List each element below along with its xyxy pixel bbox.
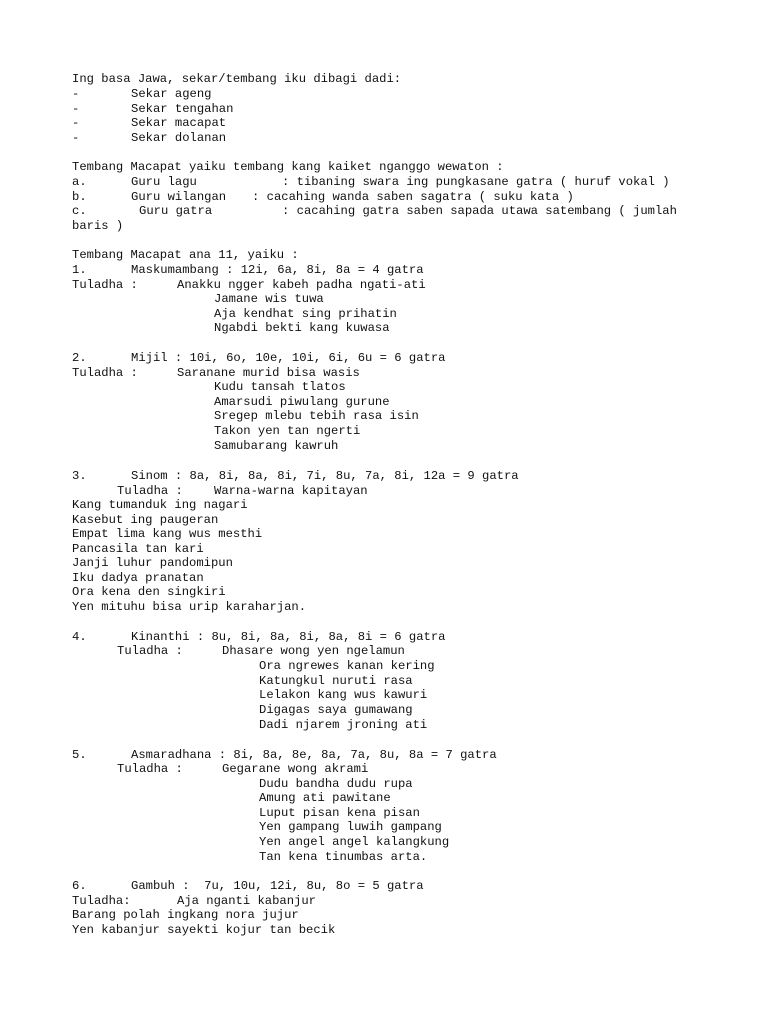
tuladha-label: Tuladha : [117,644,183,658]
tembang-number: 4. [72,630,87,644]
poem-line: Luput pisan kena pisan [259,806,420,820]
poem-line: Pancasila tan kari [72,542,204,556]
poem-line: Yen angel angel kalangkung [259,835,450,849]
tuladha-label: Tuladha : [72,366,138,380]
poem-line: Iku dadya pranatan [72,571,204,585]
wewaton-term: Guru gatra [139,204,213,218]
tembang-rule: Gambuh : 7u, 10u, 12i, 8u, 8o = 5 gatra [131,879,424,893]
poem-line: Aja kendhat sing prihatin [214,307,397,321]
item-marker: a. [72,175,87,189]
poem-line: Ngabdi bekti kang kuwasa [214,321,390,335]
tuladha-label: Tuladha: [72,894,131,908]
poem-line: Yen gampang luwih gampang [259,820,442,834]
bullet-marker: - [72,87,80,101]
poem-line: Empat lima kang wus mesthi [72,527,263,541]
poem-line: Takon yen tan ngerti [214,424,361,438]
poem-line: Anakku ngger kabeh padha ngati-ati [177,278,426,292]
tembang-rule: Maskumambang : 12i, 6a, 8i, 8a = 4 gatra [131,263,424,277]
poem-line: Amung ati pawitane [259,791,391,805]
tembang-rule: Asmaradhana : 8i, 8a, 8e, 8a, 7a, 8u, 8a = 7 gatra [131,748,497,762]
tembang-number: 3. [72,469,87,483]
tembang-number: 1. [72,263,87,277]
poem-line: Dadi njarem jroning ati [259,718,428,732]
tembang-list-heading: Tembang Macapat ana 11, yaiku : [72,248,299,262]
tembang-number: 6. [72,879,87,893]
poem-line: Tan kena tinumbas arta. [259,850,428,864]
bullet-marker: - [72,102,80,116]
tembang-rule: Sinom : 8a, 8i, 8a, 8i, 7i, 8u, 7a, 8i, 12a = 9 gatra [131,469,519,483]
poem-line: Jamane wis tuwa [214,292,324,306]
poem-line: Kudu tansah tlatos [214,380,346,394]
poem-line: Samubarang kawruh [214,439,339,453]
tuladha-label: Tuladha : [117,762,183,776]
list-item: Sekar tengahan [131,102,234,116]
poem-line: Janji luhur pandomipun [72,556,233,570]
poem-line: Ora ngrewes kanan kering [259,659,435,673]
bullet-marker: - [72,131,80,145]
list-item: Sekar macapat [131,116,227,130]
poem-line: Yen kabanjur sayekti kojur tan becik [72,923,336,937]
tuladha-label: Tuladha : [72,278,138,292]
wewaton-definition: : cacahing wanda saben sagatra ( suku kata ) [252,190,574,204]
poem-line: Gegarane wong akrami [222,762,369,776]
poem-line: Kang tumanduk ing nagari [72,498,248,512]
bullet-marker: - [72,116,80,130]
wewaton-term: Guru wilangan [131,190,227,204]
tuladha-label: Tuladha : [117,484,183,498]
poem-line: Dhasare wong yen ngelamun [222,644,405,658]
poem-line: Aja nganti kabanjur [177,894,316,908]
list-item: Sekar dolanan [131,131,227,145]
poem-line: Katungkul nuruti rasa [259,674,413,688]
poem-line: Lelakon kang wus kawuri [259,688,428,702]
wewaton-term: Guru lagu [131,175,197,189]
poem-line: Saranane murid bisa wasis [177,366,360,380]
poem-line: Warna-warna kapitayan [214,484,368,498]
item-marker: c. [72,204,87,218]
list-item: Sekar ageng [131,87,212,101]
poem-line: Amarsudi piwulang gurune [214,395,390,409]
poem-line: Dudu bandha dudu rupa [259,777,413,791]
wewaton-heading: Tembang Macapat yaiku tembang kang kaiket nganggo wewaton : [72,160,504,174]
wewaton-definition: : cacahing gatra saben sapada utawa satembang ( jumlah [282,204,677,218]
poem-line: Yen mituhu bisa urip karaharjan. [72,600,307,614]
poem-line: Barang polah ingkang nora jujur [72,908,299,922]
tembang-rule: Kinanthi : 8u, 8i, 8a, 8i, 8a, 8i = 6 gatra [131,630,446,644]
wewaton-continuation: baris ) [72,219,124,233]
poem-line: Kasebut ing paugeran [72,513,219,527]
item-marker: b. [72,190,87,204]
poem-line: Digagas saya gumawang [259,703,413,717]
intro-heading: Ing basa Jawa, sekar/tembang iku dibagi dadi: [72,72,402,86]
tembang-rule: Mijil : 10i, 6o, 10e, 10i, 6i, 6u = 6 gatra [131,351,446,365]
wewaton-definition: : tibaning swara ing pungkasane gatra ( huruf vokal ) [282,175,670,189]
poem-line: Ora kena den singkiri [72,585,226,599]
poem-line: Sregep mlebu tebih rasa isin [214,409,419,423]
tembang-number: 2. [72,351,87,365]
tembang-number: 5. [72,748,87,762]
